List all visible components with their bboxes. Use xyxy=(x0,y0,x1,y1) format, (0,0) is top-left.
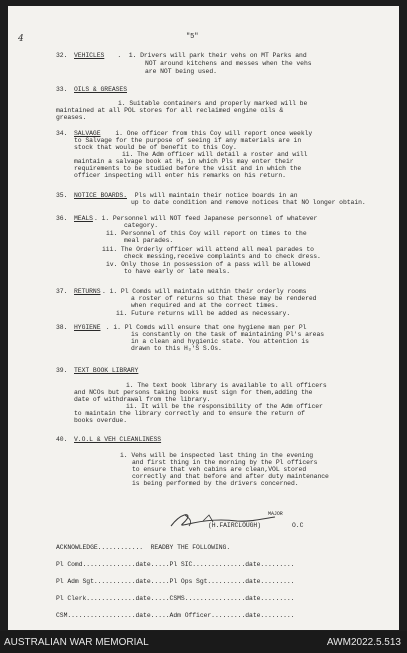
section-34-line: i. One officer from this Coy will report once weekly xyxy=(104,130,313,137)
section-36-line: category. xyxy=(124,222,159,229)
section-38-title: HYGIENE xyxy=(74,324,101,331)
section-37-title: RETURNS xyxy=(74,288,101,295)
footer-institution: AUSTRALIAN WAR MEMORIAL xyxy=(4,637,149,648)
section-33-line: greases. xyxy=(56,114,87,121)
section-40-line: to ensure that veh cabins are clean,VOL stored xyxy=(132,466,307,473)
section-40-line: is being performed by the drivers concerned. xyxy=(132,480,299,487)
section-32-line: . 1. Drivers will park their vehs on MT Parks and xyxy=(106,52,307,59)
section-37-line: when required and at the correct times. xyxy=(131,302,279,309)
archive-footer xyxy=(0,631,407,653)
section-33-title: OILS & GREASES xyxy=(74,86,127,93)
section-34-title: SALVAGE xyxy=(74,130,101,137)
signature-name: (H.FAIRCLOUGH) xyxy=(208,522,261,529)
section-34-line: ii. The Adm officer will detail a roster and will xyxy=(122,151,308,158)
section-34-line: requirements to be studied before the visit and in which the xyxy=(74,165,302,172)
section-33-line: maintained at all POL stores for all reclaimed engine oils & xyxy=(56,107,284,114)
section-39-line: date of withdrawal from the library. xyxy=(74,396,211,403)
section-37-line: . i. Pl Comds will maintain within their orderly rooms xyxy=(102,288,307,295)
section-36-line: . i. Personnel will NOT feed Japanese personnel of whatever xyxy=(94,215,318,222)
section-39-number: 39. xyxy=(56,367,68,374)
section-36-title: MEALS xyxy=(74,215,93,222)
section-39-title: TEXT BOOK LIBRARY xyxy=(74,367,139,374)
section-36-line: iv. Only those in possession of a pass will be allowed xyxy=(106,261,311,268)
section-35-number: 35. xyxy=(56,192,68,199)
signature-appointment: O.C xyxy=(292,522,304,529)
section-39-line: and NCOs but persons taking books must sign for them,adding the xyxy=(74,389,313,396)
section-38-line: drawn to this H₃'S S.Os. xyxy=(131,345,222,352)
page-number: "5" xyxy=(186,33,199,41)
section-36-line: iii. The Orderly officer will attend all meal parades to xyxy=(102,246,314,253)
acknowledge-row: CSM..................date.....Adm Officer.........date......... xyxy=(56,612,295,619)
section-32-number: 32. xyxy=(56,52,68,59)
section-32-line: NOT around kitchens and messes when the vehs xyxy=(145,60,312,67)
section-34-line: maintain a salvage book at H₃ in which Pls may enter their xyxy=(74,158,294,165)
section-33-number: 33. xyxy=(56,86,68,93)
section-36-line: meal parades. xyxy=(124,237,174,244)
section-38-line: in a clean and hygienic state. You attention is xyxy=(131,338,309,345)
section-39-line: to maintain the library correctly and to ensure the return of xyxy=(74,410,305,417)
document-page xyxy=(8,6,399,630)
section-32-title: VEHICLES xyxy=(74,52,105,59)
section-36-number: 36. xyxy=(56,215,68,222)
corner-mark: 4 xyxy=(18,34,24,44)
section-34-line: stock that would be of benefit to this Coy. xyxy=(74,144,237,151)
section-40-line: and first thing in the morning by the Pl officers xyxy=(132,459,318,466)
section-37-line: a roster of returns so that these may be rendered xyxy=(131,295,317,302)
acknowledge-row: Pl Adm Sgt...........date.....Pl Ops Sgt..........date......... xyxy=(56,578,295,585)
section-38-line: . i. Pl Comds will ensure that one hygiene man per Pl xyxy=(102,324,307,331)
section-34-line: to Salvage for the purpose of seeing if any materials are in xyxy=(74,137,302,144)
acknowledge-row: Pl Comd..............date.....Pl SIC..............date......... xyxy=(56,561,295,568)
section-35-title: NOTICE BOARDS. xyxy=(74,192,127,199)
section-36-line: ii. Personnel of this Coy will report on times to the xyxy=(106,230,307,237)
footer-accession-number: AWM2022.5.513 xyxy=(326,637,401,648)
section-39-line: i. The text book library is available to all officers xyxy=(126,382,327,389)
section-34-number: 34. xyxy=(56,130,68,137)
section-39-line: ii. It will be the responsibility of the Adm officer xyxy=(126,403,323,410)
section-36-line: to have early or late meals. xyxy=(124,268,230,275)
section-40-line: correctly and that before and after duty maintenance xyxy=(132,473,329,480)
section-34-line: officer inspecting will enter his remarks on his return. xyxy=(74,172,286,179)
section-37-line: ii. Future returns will be added as necessary. xyxy=(116,310,291,317)
section-33-line: i. Suitable containers and properly marked will be xyxy=(118,100,308,107)
section-40-line: i. Vehs will be inspected last thing in the evening xyxy=(120,452,314,459)
section-38-line: is constantly on the task of maintaining Pl's areas xyxy=(131,331,325,338)
section-32-line: are NOT being used. xyxy=(145,68,217,75)
section-38-number: 38. xyxy=(56,324,68,331)
section-35-line: Pls will maintain their notice boards in an xyxy=(131,192,298,199)
acknowledge-row: Pl Clerk.............date.....CSMS................date......... xyxy=(56,595,295,602)
section-40-number: 40. xyxy=(56,436,68,443)
section-40-title: V.O.L & VEH CLEANLINESS xyxy=(74,436,162,443)
signature-rank: MAJOR xyxy=(268,511,283,517)
section-39-line: books overdue. xyxy=(74,417,127,424)
section-37-number: 37. xyxy=(56,288,68,295)
section-36-line: check messing,receive complaints and to check dress. xyxy=(124,253,321,260)
acknowledge-header: ACKNOWLEDGE............ READBY THE FOLLOWING. xyxy=(56,544,231,551)
section-35-line: up to date condition and remove notices that NO longer obtain. xyxy=(131,199,366,206)
